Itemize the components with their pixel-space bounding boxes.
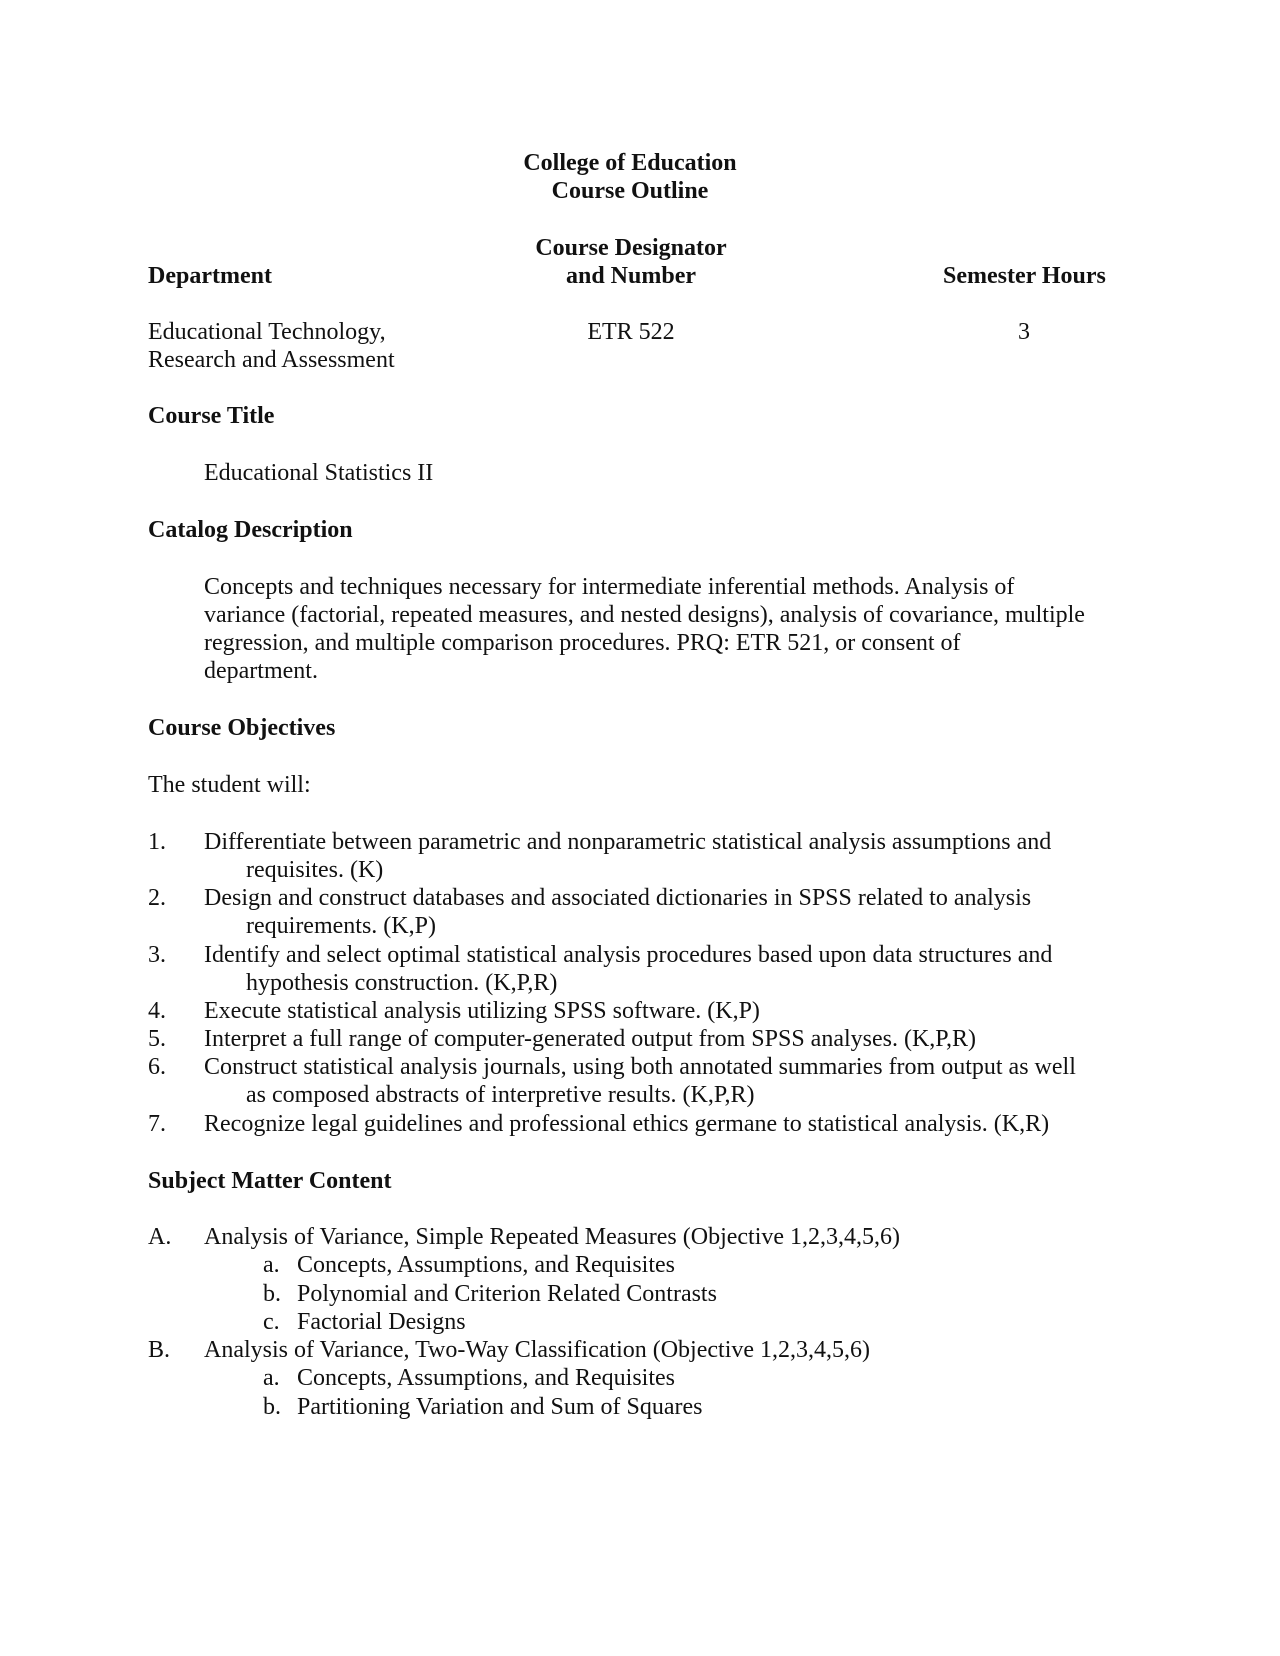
sub-letter: a. xyxy=(263,1365,280,1391)
item-number: 3. xyxy=(148,942,166,968)
course-title-value: Educational Statistics II xyxy=(204,460,434,486)
item-number: 6. xyxy=(148,1054,166,1080)
sub-text: Concepts, Assumptions, and Requisites xyxy=(297,1252,675,1278)
section-letter: B. xyxy=(148,1337,171,1363)
catalog-line: Concepts and techniques necessary for intermediate inferential methods. Analysis of xyxy=(204,574,1015,600)
designator-label-line2: and Number xyxy=(565,263,697,289)
department-line1: Educational Technology, xyxy=(148,319,386,345)
item-number: 7. xyxy=(148,1111,166,1137)
designator-label-line1: Course Designator xyxy=(535,235,727,261)
item-text: Interpret a full range of computer-generated output from SPSS analyses. (K,P,R) xyxy=(204,1026,976,1052)
course-title-heading: Course Title xyxy=(148,403,275,429)
sub-letter: b. xyxy=(263,1281,281,1307)
item-number: 2. xyxy=(148,885,166,911)
sub-text: Factorial Designs xyxy=(297,1309,466,1335)
college-title: College of Education xyxy=(523,150,737,176)
catalog-line: variance (factorial, repeated measures, and nested designs), analysis of covariance, multiple xyxy=(204,602,1085,628)
item-text-cont: as composed abstracts of interpretive results. (K,P,R) xyxy=(246,1082,755,1108)
item-text: Execute statistical analysis utilizing SPSS software. (K,P) xyxy=(204,998,760,1024)
item-text-cont: requirements. (K,P) xyxy=(246,913,436,939)
item-number: 1. xyxy=(148,829,166,855)
catalog-line: department. xyxy=(204,658,318,684)
sub-letter: a. xyxy=(263,1252,280,1278)
sub-text: Polynomial and Criterion Related Contrasts xyxy=(297,1281,717,1307)
item-text: Identify and select optimal statistical analysis procedures based upon data structures and xyxy=(204,942,1053,968)
catalog-heading: Catalog Description xyxy=(148,517,353,543)
objectives-intro: The student will: xyxy=(148,772,311,798)
section-title: Analysis of Variance, Two-Way Classification (Objective 1,2,3,4,5,6) xyxy=(204,1337,871,1363)
semester-hours-value: 3 xyxy=(1018,319,1030,345)
sub-letter: b. xyxy=(263,1394,281,1420)
item-text: Construct statistical analysis journals, using both annotated summaries from output as well xyxy=(204,1054,1076,1080)
item-text: Recognize legal guidelines and professional ethics germane to statistical analysis. (K,R) xyxy=(204,1111,1050,1137)
item-text-cont: requisites. (K) xyxy=(246,857,384,883)
item-text: Design and construct databases and associated dictionaries in SPSS related to analysis xyxy=(204,885,1032,911)
section-letter: A. xyxy=(148,1224,172,1250)
department-line2: Research and Assessment xyxy=(148,347,395,373)
sub-letter: c. xyxy=(263,1309,280,1335)
catalog-line: regression, and multiple comparison procedures. PRQ: ETR 521, or consent of xyxy=(204,630,961,656)
sub-text: Partitioning Variation and Sum of Squares xyxy=(297,1394,703,1420)
outline-title: Course Outline xyxy=(551,178,709,204)
department-label: Department xyxy=(148,263,272,289)
sub-text: Concepts, Assumptions, and Requisites xyxy=(297,1365,675,1391)
item-text: Differentiate between parametric and nonparametric statistical analysis assumptions and xyxy=(204,829,1052,855)
item-text-cont: hypothesis construction. (K,P,R) xyxy=(246,970,558,996)
item-number: 5. xyxy=(148,1026,166,1052)
course-number: ETR 522 xyxy=(587,319,675,345)
objectives-heading: Course Objectives xyxy=(148,715,336,741)
section-title: Analysis of Variance, Simple Repeated Measures (Objective 1,2,3,4,5,6) xyxy=(204,1224,901,1250)
semester-hours-label: Semester Hours xyxy=(943,263,1106,289)
subject-heading: Subject Matter Content xyxy=(148,1168,392,1194)
item-number: 4. xyxy=(148,998,166,1024)
